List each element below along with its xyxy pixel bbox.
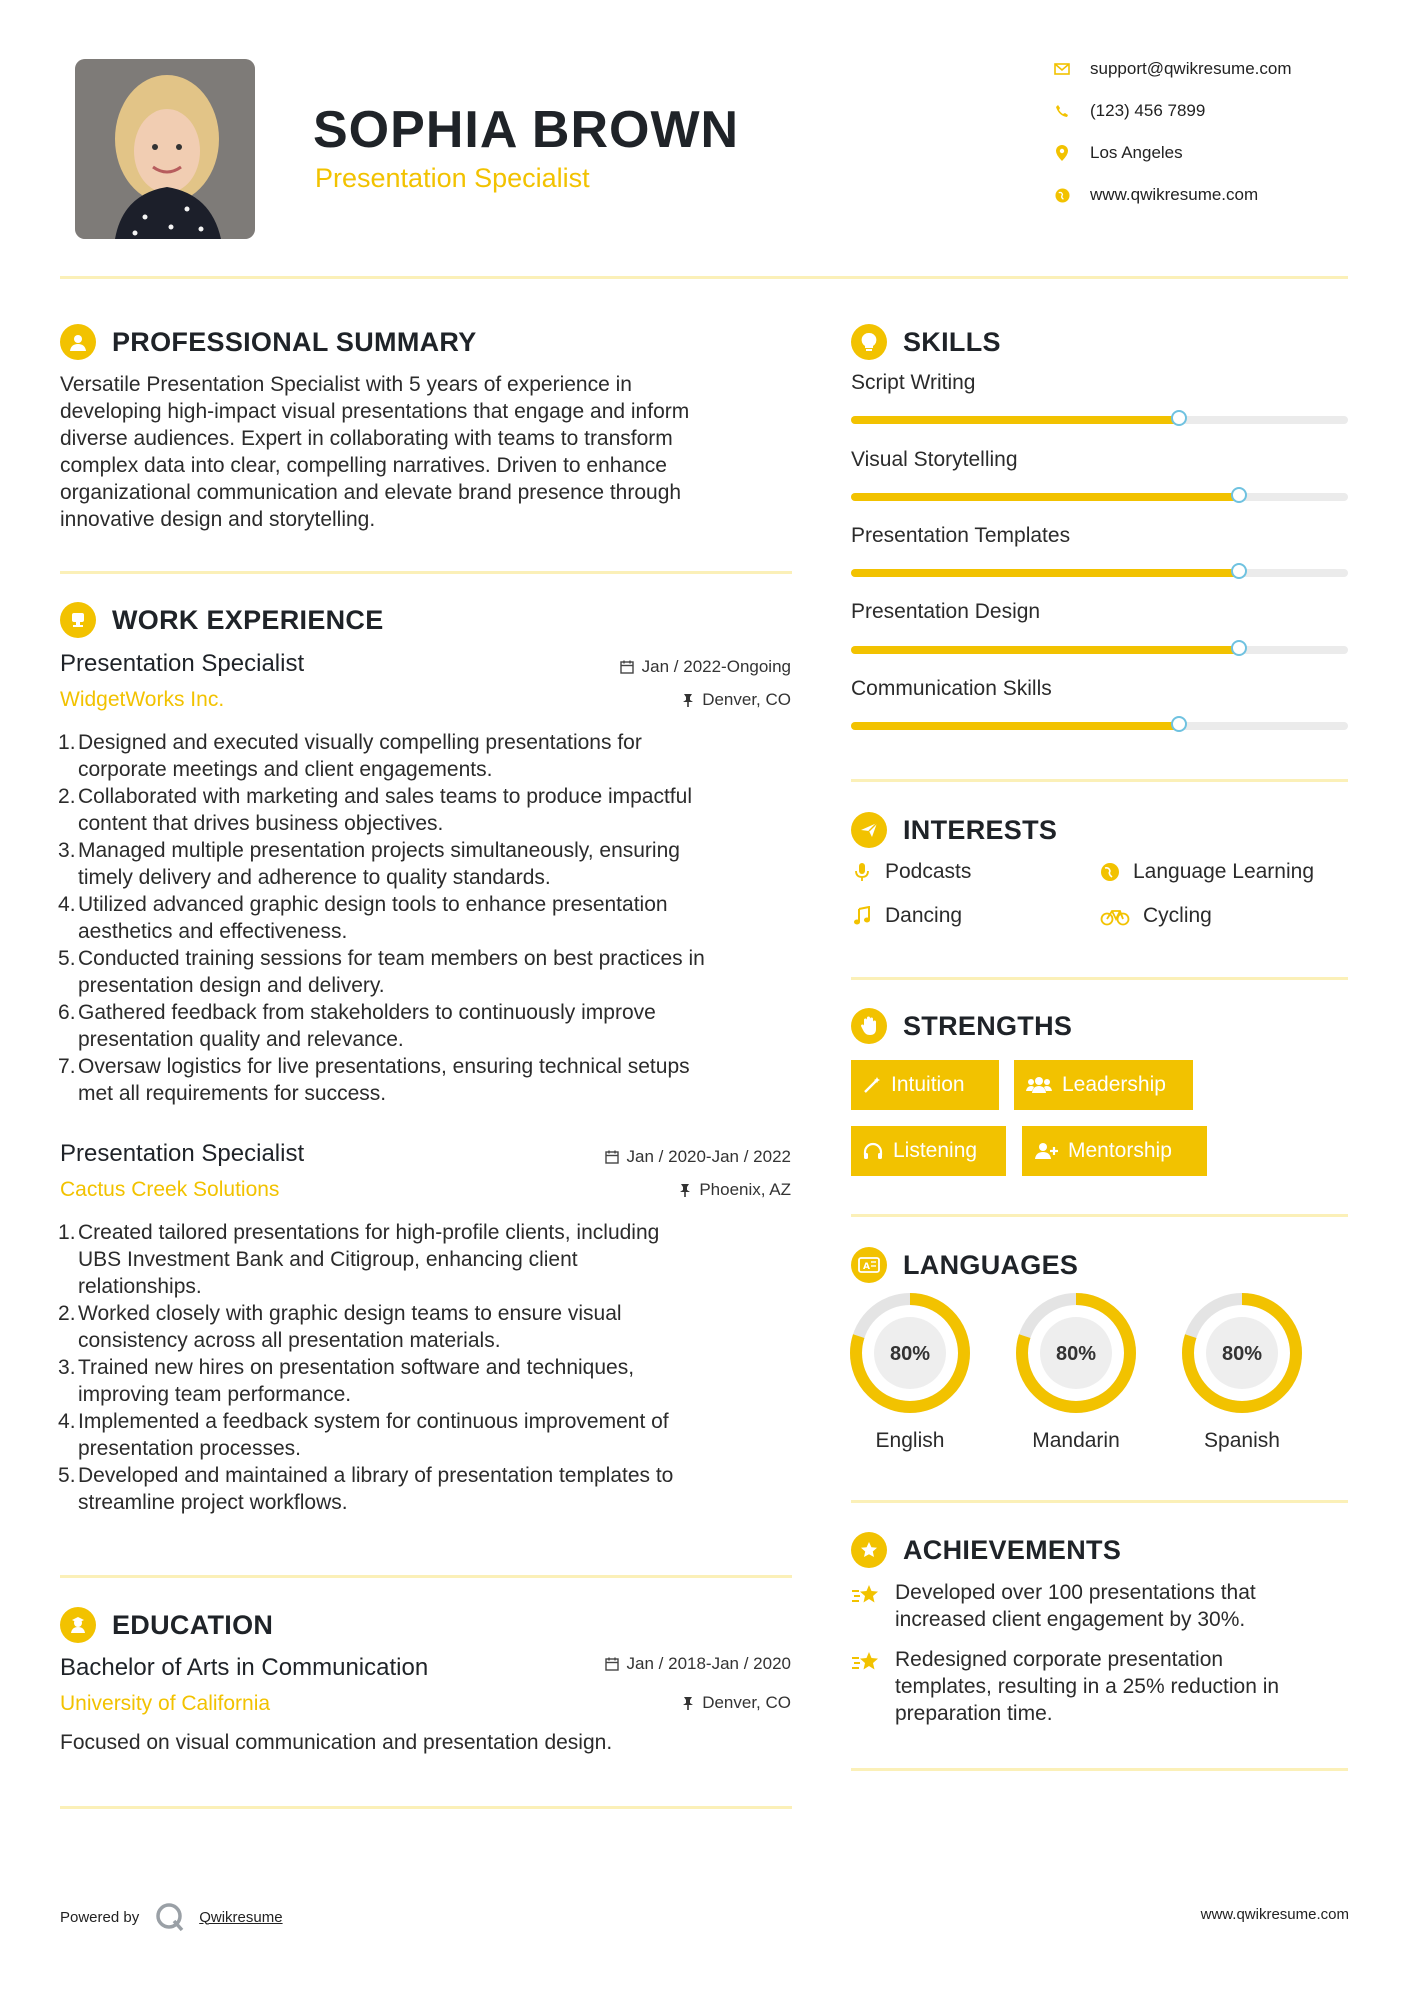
shooting-star-icon [851, 1646, 885, 1727]
job-1-duties [60, 729, 828, 1107]
interest-item [851, 860, 971, 884]
strengths-title-text: STRENGTHS [903, 1010, 1073, 1041]
interest-item [1099, 904, 1212, 928]
job-2-dates-text: Jan / 2020-Jan / 2022 [626, 1147, 791, 1166]
achievement-line: Redesigned corporate presentation [895, 1648, 1224, 1671]
duty-item: Managed multiple presentation projects simultaneously, ensuring timely delivery and adherence to quality standards. [78, 839, 680, 889]
achievement-item [851, 1579, 1351, 1633]
skill-bar [851, 569, 1348, 577]
summary-line: complex data into clear, compelling narratives. Driven to enhance [60, 454, 667, 477]
job-2-location-text: Phoenix, AZ [699, 1180, 791, 1199]
footer-powered-by [60, 1902, 283, 1932]
skill-bar-knob [1231, 487, 1247, 503]
interest-item [851, 904, 962, 928]
duty-item: Trained new hires on presentation software and techniques, improving team performance. [78, 1356, 635, 1406]
skill-label: Presentation Templates [851, 524, 1071, 547]
pushpin-icon [679, 1183, 691, 1197]
powered-by-text: Powered by [60, 1908, 140, 1926]
strength-tag [851, 1060, 999, 1110]
microphone-icon [851, 862, 873, 882]
summary-line: diverse audiences. Expert in collaborating with teams to transform [60, 427, 673, 450]
strengths-divider [851, 1214, 1348, 1217]
summary-section-title [60, 324, 477, 360]
duty-item: Oversaw logistics for live presentations, ensuring technical setups met all requirements for success. [78, 1055, 690, 1105]
skill-bar [851, 646, 1348, 654]
lightbulb-icon [851, 324, 887, 360]
star-icon [851, 1532, 887, 1568]
calendar-icon [620, 660, 634, 674]
interests-section-title [851, 812, 1057, 848]
languages-title-text: LANGUAGES [903, 1249, 1079, 1280]
graduation-icon [60, 1607, 96, 1643]
duty-item: Developed and maintained a library of presentation templates to streamline project workflows. [78, 1464, 674, 1514]
user-plus-icon [1034, 1142, 1058, 1160]
education-description: Focused on visual communication and presentation design. [60, 1731, 613, 1754]
language-label: Mandarin [1032, 1429, 1120, 1452]
job-2-duties [60, 1219, 828, 1516]
education-divider [60, 1806, 792, 1809]
education-location-text: Denver, CO [702, 1693, 791, 1712]
skill-bar-knob [1171, 410, 1187, 426]
contact-website[interactable] [1052, 183, 1258, 207]
achievement-line: preparation time. [895, 1702, 1053, 1725]
footer-url[interactable]: www.qwikresume.com [1200, 1906, 1349, 1923]
envelope-icon [1052, 59, 1072, 79]
profile-photo [75, 59, 255, 239]
duty-item: Implemented a feedback system for continuous improvement of presentation processes. [78, 1410, 669, 1460]
pushpin-icon [682, 693, 694, 707]
calendar-icon [605, 1150, 619, 1164]
qwikresume-logo-icon [155, 1902, 185, 1932]
language-label: English [875, 1429, 945, 1452]
duty-item: Designed and executed visually compelling presentations for corporate meetings and client engagements. [78, 731, 642, 781]
duty-item: Collaborated with marketing and sales teams to produce impactful content that drives business objectives. [78, 785, 692, 835]
languages-divider [851, 1500, 1348, 1503]
achievements-title-text: ACHIEVEMENTS [903, 1534, 1122, 1565]
strength-label: Mentorship [1068, 1139, 1172, 1162]
summary-line: Versatile Presentation Specialist with 5 years of experience in [60, 373, 632, 396]
skill-bar-knob [1231, 563, 1247, 579]
language-ring [849, 1292, 971, 1414]
language-percent: 80% [1055, 1343, 1097, 1365]
strength-label: Leadership [1062, 1073, 1166, 1096]
duty-item: Worked closely with graphic design teams to ensure visual consistency across all presentation materials. [78, 1302, 622, 1352]
experience-divider [60, 1575, 792, 1578]
job-1-title: Presentation Specialist [60, 650, 305, 677]
interest-label: Cycling [1143, 904, 1212, 927]
duty-item: Created tailored presentations for high-profile clients, including UBS Investment Bank and Citigroup, enhancing client relationships. [78, 1221, 660, 1298]
contact-location-text: Los Angeles [1090, 143, 1183, 162]
strength-tag [1022, 1126, 1207, 1176]
education-title-text: EDUCATION [112, 1609, 274, 1640]
skills-title-text: SKILLS [903, 326, 1001, 357]
skill-bar-fill [851, 646, 1239, 654]
duty-item: Utilized advanced graphic design tools to enhance presentation aesthetics and effectiveness. [78, 893, 668, 943]
language-percent: 80% [1221, 1343, 1263, 1365]
skill-bar-fill [851, 416, 1179, 424]
language-percent: 80% [889, 1343, 931, 1365]
strength-tag [851, 1126, 1006, 1176]
job-1-location-text: Denver, CO [702, 690, 791, 709]
experience-section-title [60, 602, 384, 638]
achievement-line: Developed over 100 presentations that [895, 1581, 1256, 1604]
globe-icon [1052, 185, 1072, 205]
skill-bar [851, 416, 1348, 424]
job-1-location [682, 690, 791, 710]
skill-bar-fill [851, 722, 1179, 730]
skill-label: Communication Skills [851, 677, 1052, 700]
strength-label: Listening [893, 1139, 978, 1162]
skill-bar [851, 493, 1348, 501]
user-icon [60, 324, 96, 360]
contact-phone[interactable] [1052, 99, 1205, 123]
summary-divider [60, 571, 792, 574]
paper-plane-icon [851, 812, 887, 848]
contact-website-text: www.qwikresume.com [1090, 185, 1259, 204]
shooting-star-icon [851, 1579, 885, 1633]
skill-bar-knob [1231, 640, 1247, 656]
skill-label: Script Writing [851, 371, 976, 394]
summary-line: organizational communication and elevate brand presence through [60, 481, 682, 504]
achievements-section-title [851, 1532, 1121, 1568]
language-label: Spanish [1204, 1429, 1280, 1452]
duty-item: Conducted training sessions for team members on best practices in presentation design and delivery. [78, 947, 705, 997]
job-2-dates [605, 1147, 791, 1167]
summary-text [60, 371, 800, 533]
achievement-item [851, 1646, 1351, 1727]
summary-title-text: PROFESSIONAL SUMMARY [112, 326, 477, 357]
languages-section-title [851, 1247, 1078, 1283]
phone-icon [1052, 101, 1072, 121]
skills-divider [851, 779, 1348, 782]
strength-tag [1014, 1060, 1193, 1110]
job-2-location [679, 1180, 791, 1200]
education-section-title [60, 1607, 273, 1643]
skill-label: Presentation Design [851, 600, 1041, 623]
map-pin-icon [1052, 143, 1072, 163]
summary-line: developing high-impact visual presentations that engage and inform [60, 400, 690, 423]
degree-title: Bachelor of Arts in Communication [60, 1654, 429, 1681]
interest-item [1099, 860, 1314, 884]
achievement-line: templates, resulting in a 25% reduction in [895, 1675, 1280, 1698]
contact-location [1052, 141, 1183, 165]
education-dates [605, 1654, 791, 1674]
magic-wand-icon [863, 1076, 881, 1094]
bicycle-icon [1099, 906, 1131, 926]
skill-bar [851, 722, 1348, 730]
globe-icon [1099, 862, 1121, 882]
users-icon [1026, 1076, 1052, 1094]
headphones-icon [863, 1142, 883, 1160]
skill-label: Visual Storytelling [851, 448, 1018, 471]
job-2-company: Cactus Creek Solutions [60, 1178, 280, 1201]
skills-section-title [851, 324, 1001, 360]
language-ring [1015, 1292, 1137, 1414]
job-1-dates [620, 657, 791, 677]
skill-bar-fill [851, 569, 1239, 577]
skill-bar-fill [851, 493, 1239, 501]
education-location [682, 1693, 791, 1713]
language-ring [1181, 1292, 1303, 1414]
job-1-dates-text: Jan / 2022-Ongoing [641, 657, 791, 676]
job-1-company: WidgetWorks Inc. [60, 688, 225, 711]
summary-line: innovative design and storytelling. [60, 508, 376, 531]
interest-label: Podcasts [885, 860, 972, 883]
briefcase-icon [60, 602, 96, 638]
skill-bar-knob [1171, 716, 1187, 732]
achievement-line: increased client engagement by 30%. [895, 1608, 1246, 1631]
pushpin-icon [682, 1696, 694, 1710]
experience-title-text: WORK EXPERIENCE [112, 604, 384, 635]
contact-phone-text: (123) 456 7899 [1090, 101, 1206, 120]
achievements-divider [851, 1768, 1348, 1771]
interest-label: Language Learning [1133, 860, 1315, 883]
education-dates-text: Jan / 2018-Jan / 2020 [626, 1654, 791, 1673]
qwikresume-link[interactable]: Qwikresume [199, 1908, 283, 1926]
candidate-role: Presentation Specialist [315, 163, 590, 193]
interests-title-text: INTERESTS [903, 814, 1058, 845]
header-divider [60, 276, 1348, 279]
language-icon [851, 1247, 887, 1283]
interests-divider [851, 977, 1348, 980]
contact-email-text: support@qwikresume.com [1090, 59, 1292, 78]
strengths-section-title [851, 1008, 1072, 1044]
contact-email[interactable] [1052, 57, 1292, 81]
raised-hand-icon [851, 1008, 887, 1044]
interest-label: Dancing [885, 904, 963, 927]
candidate-name: SOPHIA BROWN [313, 101, 740, 159]
duty-item: Gathered feedback from stakeholders to continuously improve presentation quality and relevance. [78, 1001, 656, 1051]
school-name: University of California [60, 1692, 271, 1715]
calendar-icon [605, 1657, 619, 1671]
svg-text:A: A [863, 1262, 871, 1272]
music-note-icon [851, 906, 873, 926]
strength-label: Intuition [891, 1073, 965, 1096]
job-2-title: Presentation Specialist [60, 1140, 305, 1167]
